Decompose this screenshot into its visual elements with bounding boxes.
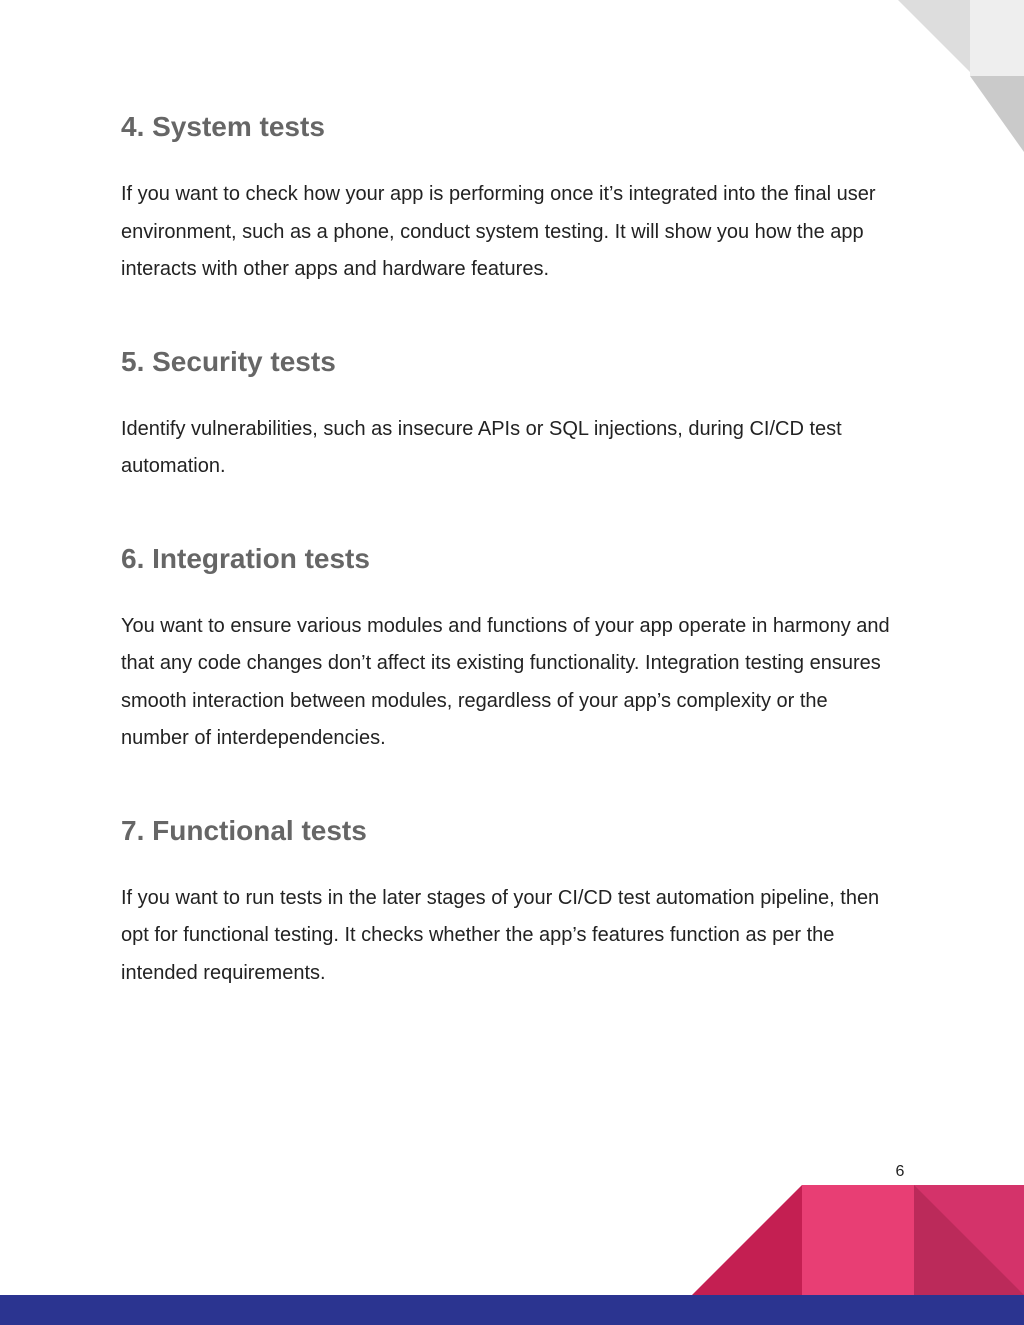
section-paragraph: If you want to run tests in the later stages of your CI/CD test automation pipeline, then opt for functional testing. It checks whether the app’s features function as per the intended requirements.: [121, 886, 880, 984]
section-heading: 7. Functional tests: [121, 814, 367, 846]
deco-pink-block: [802, 1185, 914, 1295]
deco-gray-square: [970, 0, 1024, 76]
footer-navy-bar: [0, 1295, 1024, 1325]
main-content: [121, 108, 901, 1046]
section-security-tests: [121, 343, 901, 486]
section-integration-tests: [121, 540, 901, 758]
section-paragraph: If you want to check how your app is performing once it’s integrated into the final user environment, such as a phone, conduct system testing. It will show you how the app interacts with other apps and hardware features.: [121, 183, 876, 280]
page-number: 6: [895, 1163, 905, 1180]
section-heading: 4. System tests: [121, 111, 325, 142]
deco-gray-triangle-left: [898, 0, 970, 72]
footer-decoration: [0, 1185, 1024, 1325]
section-functional-tests: [121, 812, 901, 993]
deco-crimson-triangle: [692, 1185, 802, 1295]
section-heading: 5. Security tests: [121, 345, 336, 377]
deco-gray-triangle-right: [970, 76, 1024, 152]
section-heading: 6. Integration tests: [121, 542, 370, 574]
section-paragraph: Identify vulnerabilities, such as insecure APIs or SQL injections, during CI/CD test automation.: [121, 417, 842, 477]
section-system-tests: [121, 108, 901, 289]
section-paragraph: You want to ensure various modules and functions of your app operate in harmony and that any code changes don’t affect its existing functionality. Integration testing ensures smooth interaction between modules, regardless of your app’s complexity or the number of interdependencies.: [121, 614, 890, 749]
